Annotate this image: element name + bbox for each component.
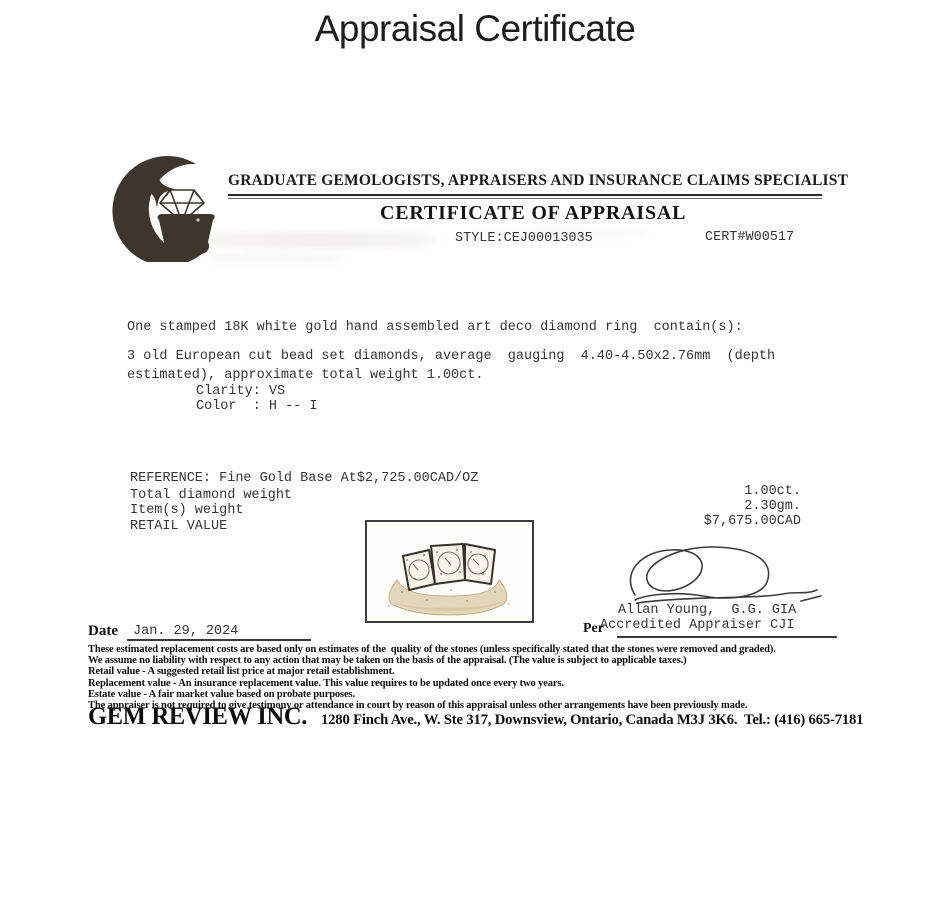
per-label: Per <box>583 621 604 636</box>
footer <box>88 703 888 731</box>
disclaimer-line: Retail value - A suggested retail list price at major retail establishment. <box>88 665 395 678</box>
company-name: GEM REVIEW INC. <box>88 703 308 730</box>
clarity-line: Clarity: VS <box>196 384 286 399</box>
style-number: STYLE:CEJ00013035 <box>455 231 593 246</box>
company-address: 1280 Finch Ave., W. Ste 317, Downsview, Ontario, Canada M3J 3K6. Tel.: (416) 665-7181 <box>320 712 863 728</box>
certificate-title: CERTIFICATE OF APPRAISAL <box>380 202 687 224</box>
description-line: 3 old European cut bead set diamonds, average gauging 4.40-4.50x2.76mm (depth <box>127 349 776 364</box>
disclaimer-line: These estimated replacement costs are based only on estimates of the quality of the stones (unless specifically stated that the stones were removed and graded). <box>88 643 776 655</box>
appraiser-name: Allan Young, G.G. GIA <box>618 603 797 618</box>
header-divider <box>228 194 822 199</box>
cert-number: CERT#W00517 <box>705 230 795 245</box>
reference-line: REFERENCE: Fine Gold Base At$2,725.00CAD/OZ <box>130 471 479 486</box>
description-line: One stamped 18K white gold hand assembled art deco diamond ring contain(s): <box>127 320 743 335</box>
item-weight-label: Item(s) weight <box>130 503 244 518</box>
page-title: Appraisal Certificate <box>314 8 636 49</box>
appraiser-title: Accredited Appraiser CJI <box>600 618 795 633</box>
color-line: Color : H -- I <box>196 399 318 414</box>
retail-value-amount: $7,675.00CAD <box>703 514 801 529</box>
disclaimer-line: The appraiser is not required to give testimony or attendance in court by reason of this appraisal unless other arrangements have been previously made. <box>88 699 748 712</box>
certificate-header: GRADUATE GEMOLOGISTS, APPRAISERS AND INSURANCE CLAIMS SPECIALIST <box>228 172 849 189</box>
item-weight-value: 2.30gm. <box>744 499 801 514</box>
disclaimer-line: Estate value - A fair market value based on probate purposes. <box>88 687 355 700</box>
ring-photo <box>365 520 534 623</box>
signature-line <box>617 636 837 638</box>
appraiser-signature <box>605 543 845 611</box>
disclaimer-block <box>88 644 876 711</box>
disclaimer-line: Replacement value - An insurance replacement value. This value requires to be updated once every two years. <box>88 676 564 689</box>
total-diamond-weight-label: Total diamond weight <box>130 488 293 503</box>
date-value: Jan. 29, 2024 <box>133 624 239 639</box>
gem-logo-icon <box>100 150 230 262</box>
description-line: estimated), approximate total weight 1.00ct. <box>127 368 484 383</box>
disclaimer-line: We assume no liability with respect to any action that may be taken on the basis of the appraisal. (The value is subject to applicable taxes.) <box>88 654 687 667</box>
diamond-weight-value: 1.00ct. <box>744 484 801 499</box>
retail-value-label: RETAIL VALUE <box>130 519 228 534</box>
date-line <box>127 639 311 641</box>
date-label: Date <box>88 623 118 639</box>
